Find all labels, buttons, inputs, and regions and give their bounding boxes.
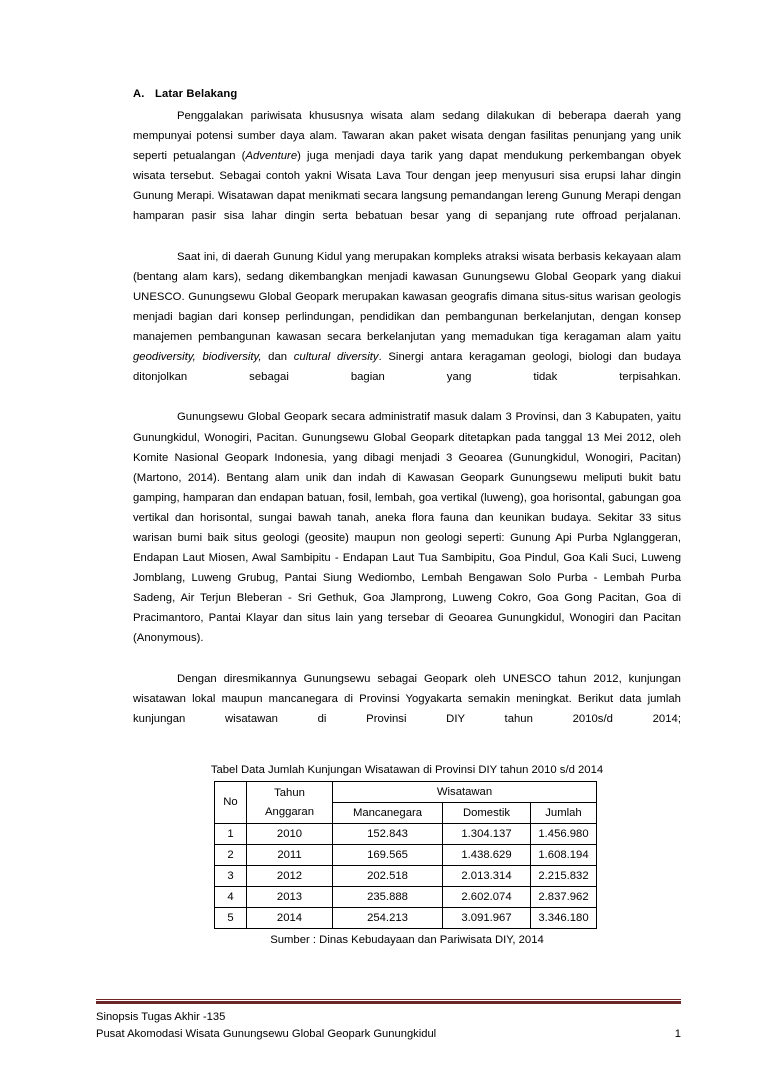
header-no: No [215, 782, 247, 824]
footer-rule-thick [96, 1001, 681, 1004]
text-run: ) juga menjadi daya tarik yang dapat mendukung perkembangan obyek wisata tersebut. Sebagai contoh yakni Wisata Lava Tour dengan jeep menyusuri sisa erupsi lahar dingin Gunung Merapi. Wisatawan dapat menikmati secara langsung pemandangan lereng Gunung Merapi dengan hamparan pasir sisa lahar dingin serta bebatuan besar yang di sepanjang rute offroad perjalanan. [133, 150, 681, 223]
cell-tahun: 2010 [247, 824, 333, 845]
table-body [215, 824, 597, 929]
section-title: Latar Belakang [155, 88, 238, 100]
table-source: Sumber : Dinas Kebudayaan dan Pariwisata DIY, 2014 [270, 934, 544, 947]
cell-mancanegara: 235.888 [333, 887, 443, 908]
table-row [215, 866, 597, 887]
cell-jumlah: 1.456.980 [531, 824, 597, 845]
cell-domestik: 1.438.629 [443, 845, 531, 866]
text-run: Saat ini, di daerah Gunung Kidul yang merupakan kompleks atraksi wisata berbasis kekayaan alam (bentang alam kars), sedang dikembangkan menjadi kawasan Gunungsewu Global Geopark yang diakui UNESCO. Gunungsewu Global Geopark merupakan kawasan geografis dimana situs-situs warisan geologis menjadi bagian dari konsep perlindungan, pendidikan dan pembangunan berkelanjutan, dengan konsep manajemen pembangunan kawasan secara berkelanjutan yang memadukan tiga keragaman alam yaitu [133, 250, 681, 344]
tourist-visits-table [214, 781, 597, 929]
text-run: . Sinergi antara keragaman geologi, biologi dan budaya ditonjolkan sebagai bagian yang tidak terpisahkan. [133, 351, 681, 384]
cell-tahun: 2014 [247, 908, 333, 929]
section-marker: A. [133, 88, 145, 100]
cell-no: 2 [215, 845, 247, 866]
italic-run: cultural diversity [293, 351, 379, 364]
table-row [215, 908, 597, 929]
header-jumlah: Jumlah [531, 803, 597, 824]
footer-line-1: Sinopsis Tugas Akhir -135 [96, 1011, 226, 1023]
cell-no: 3 [215, 866, 247, 887]
header-tahun-line1: Tahun [274, 786, 305, 799]
header-wisatawan: Wisatawan [333, 782, 597, 803]
text-run: dan [261, 351, 294, 364]
table-caption: Tabel Data Jumlah Kunjungan Wisatawan di Provinsi DIY tahun 2010 s/d 2014 [210, 764, 604, 776]
paragraph-4 [103, 669, 681, 749]
text-run: Penggalakan pariwisata khususnya wisata alam sedang dilakukan di beberapa daerah yang mempunyai potensi sumber daya alam. Tawaran akan paket wisata dengan fasilitas penunjang yang unik seperti petualangan ( [133, 110, 681, 163]
cell-no: 1 [215, 824, 247, 845]
table-row [215, 845, 597, 866]
footer-text [96, 1009, 681, 1043]
footer-line-2: Pusat Akomodasi Wisata Gunungsewu Global Geopark Gunungkidul [96, 1028, 437, 1040]
page-content [103, 88, 681, 950]
page-footer [96, 999, 681, 1043]
italic-run: Adventure [245, 150, 298, 163]
table-head [215, 782, 597, 824]
cell-tahun: 2011 [247, 845, 333, 866]
text-run: Gunungsewu Global Geopark secara administratif masuk dalam 3 Provinsi, dan 3 Kabupaten, yaitu Gunungkidul, Wonogiri, Pacitan. Gunungsewu Global Geopark ditetapkan pada tanggal 13 Mei 2012, oleh Komite Nasional Geopark Indonesia, yang dibagi menjadi 3 Geoarea (Gunungkidul, Wonogiri, Pacitan) (Martono, 2014). Bentang alam unik dan indah di Kawasan Geopark Gunungsewu meliputi bukit batu gamping, hamparan dan endapan batuan, fosil, lembah, goa vertikal (luweng), goa horisontal, gabungan goa vertikal dan horisontal, sungai bawah tanah, aneka flora fauna dan keunikan budaya. Sekitar 33 situs warisan bumi baik situs geologi (geosite) maupun non geologi seperti: Gunung Api Purba Nglanggeran, Endapan Laut Miosen, Awal Sambipitu - Endapan Laut Tua Sambipitu, Goa Pindul, Goa Kali Suci, Luweng Jomblang, Luweng Grubug, Pantai Siung Wediombo, Lembah Bengawan Solo Purba - Lembah Purba Sadeng, Air Terjun Bleberan - Sri Gethuk, Goa Jlamprong, Luweng Cokro, Goa Gong Pacitan, Goa di Pracimantoro, Pantai Klayar dan situs lain yang tersebar di Geoarea Gunungkidul, Wonogiri dan Pacitan (Anonymous). [133, 411, 681, 645]
paragraph-3 [103, 407, 681, 668]
header-tahun-line2: Anggaran [265, 805, 314, 818]
cell-jumlah: 1.608.194 [531, 845, 597, 866]
table-container [103, 780, 681, 929]
cell-tahun: 2013 [247, 887, 333, 908]
cell-domestik: 1.304.137 [443, 824, 531, 845]
cell-mancanegara: 202.518 [333, 866, 443, 887]
cell-tahun: 2012 [247, 866, 333, 887]
table-row [215, 887, 597, 908]
text-run: Dengan diresmikannya Gunungsewu sebagai Geopark oleh UNESCO tahun 2012, kunjungan wisatawan lokal maupun mancanegara di Provinsi Yogyakarta semakin meningkat. Berikut data jumlah kunjungan wisatawan di Provinsi DIY tahun 2010s/d 2014; [133, 672, 681, 725]
cell-mancanegara: 152.843 [333, 824, 443, 845]
cell-mancanegara: 169.565 [333, 845, 443, 866]
cell-no: 5 [215, 908, 247, 929]
cell-mancanegara: 254.213 [333, 908, 443, 929]
paragraph-2 [103, 247, 681, 408]
cell-jumlah: 3.346.180 [531, 908, 597, 929]
footer-page-number: 1 [674, 1028, 681, 1040]
section-heading [103, 88, 681, 100]
table-header-row-1 [215, 782, 597, 803]
cell-jumlah: 2.837.962 [531, 887, 597, 908]
paragraph-1 [103, 106, 681, 247]
cell-jumlah: 2.215.832 [531, 866, 597, 887]
cell-no: 4 [215, 887, 247, 908]
table-row [215, 824, 597, 845]
cell-domestik: 3.091.967 [443, 908, 531, 929]
header-mancanegara: Mancanegara [333, 803, 443, 824]
cell-domestik: 2.013.314 [443, 866, 531, 887]
italic-run: geodiversity, biodiversity, [133, 351, 262, 364]
cell-domestik: 2.602.074 [443, 887, 531, 908]
header-domestik: Domestik [443, 803, 531, 824]
header-tahun-anggaran [247, 782, 333, 824]
